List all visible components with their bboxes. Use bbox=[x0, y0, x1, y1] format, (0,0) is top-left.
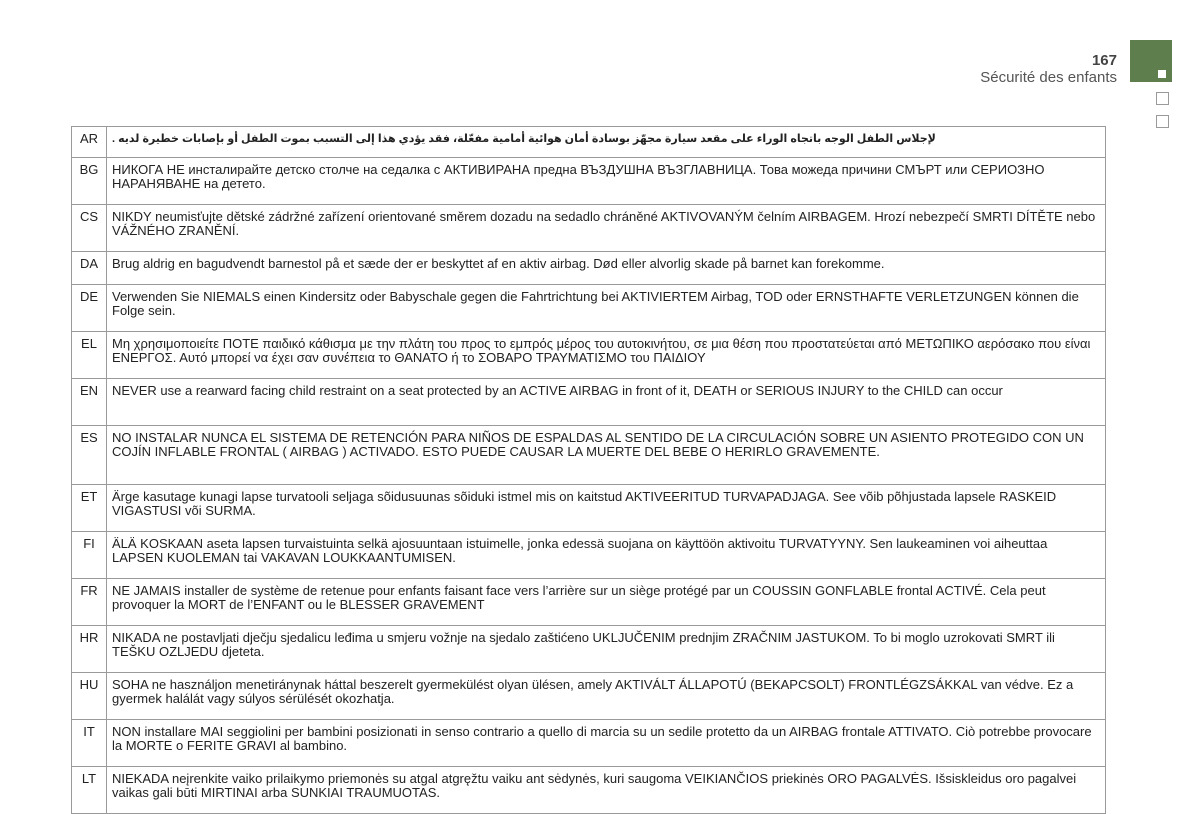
warning-text: NIKADA ne postavljati dječju sjedalicu leđima u smjeru vožnje na sjedalo zaštićeno UKLJUČENIM prednjim ZRAČNIM JASTUKOM. To bi moglo uzrokovati SMRT ili TEŠKU OZLJEDU djeteta. bbox=[107, 626, 1106, 673]
section-title: Sécurité des enfants bbox=[980, 69, 1117, 86]
language-code: FI bbox=[72, 532, 107, 579]
page-number: 167 bbox=[1091, 52, 1117, 69]
warning-text: Verwenden Sie NIEMALS einen Kindersitz oder Babyschale gegen die Fahrtrichtung bei AKTIVIERTEM Airbag, TOD oder ERNSTHAFTE VERLETZUNGEN können die Folge sein. bbox=[107, 285, 1106, 332]
language-code: EN bbox=[72, 379, 107, 426]
table-row bbox=[72, 673, 1106, 720]
table-row bbox=[72, 485, 1106, 532]
table-row bbox=[72, 205, 1106, 252]
warning-text: NIEKADA neįrenkite vaiko prilaikymo priemonės su atgal atgręžtu vaiku ant sėdynės, kuri saugoma VEIKIANČIOS priekinės ORO PAGALVĖS. Išsiskleidus oro pagalvei vaikas gali būti MIRTINAI arba SUNKIAI TRAUMUOTAS. bbox=[107, 767, 1106, 814]
section-tab-box bbox=[1156, 115, 1169, 128]
table-row bbox=[72, 767, 1106, 814]
warning-text: NIKDY neumisťujte dětské zádržné zařízení orientované směrem dozadu na sedadlo chráněné AKTIVOVANÝM čelním AIRBAGEM. Hrozí nebezpečí SMRTI DÍTĚTE nebo VÁŽNÉHO ZRANĚNÍ. bbox=[107, 205, 1106, 252]
language-code: HR bbox=[72, 626, 107, 673]
warning-text: لإجلاس الطفل الوجه باتجاه الوراء على مقعد سيارة مجهّز بوسادة أمان هوائية أمامية مفعّلة، فقد يؤدي هذا إلى التسبب بموت الطفل أو بإصابات خطيرة لديه . bbox=[107, 127, 1106, 158]
language-code: ES bbox=[72, 426, 107, 485]
warning-text: NE JAMAIS installer de système de retenue pour enfants faisant face vers l’arrière sur un siège protégé par un COUSSIN GONFLABLE frontal ACTIVÉ. Cela peut provoquer la MORT de l’ENFANT ou le BLESSER GRAVEMENT bbox=[107, 579, 1106, 626]
table-row bbox=[72, 127, 1106, 158]
warning-text: NO INSTALAR NUNCA EL SISTEMA DE RETENCIÓN PARA NIÑOS DE ESPALDAS AL SENTIDO DE LA CIRCULACIÓN SOBRE UN ASIENTO PROTEGIDO CON UN COJÍN INFLABLE FRONTAL ( AIRBAG ) ACTIVADO. ESTO PUEDE CAUSAR LA MUERTE DEL BEBE O HERIRLO GRAVEMENTE. bbox=[107, 426, 1106, 485]
table-row bbox=[72, 720, 1106, 767]
section-tab-marker bbox=[1130, 40, 1172, 82]
warning-text: Brug aldrig en bagudvendt barnestol på et sæde der er beskyttet af en aktiv airbag. Død eller alvorlig skade på barnet kan forekomme. bbox=[107, 252, 1106, 285]
language-code: BG bbox=[72, 158, 107, 205]
section-tab-box bbox=[1156, 92, 1169, 105]
language-code: EL bbox=[72, 332, 107, 379]
language-code: DA bbox=[72, 252, 107, 285]
warning-text: NEVER use a rearward facing child restraint on a seat protected by an ACTIVE AIRBAG in front of it, DEATH or SERIOUS INJURY to the CHILD can occur bbox=[107, 379, 1106, 426]
language-code: CS bbox=[72, 205, 107, 252]
table-row bbox=[72, 285, 1106, 332]
table-row bbox=[72, 252, 1106, 285]
language-code: HU bbox=[72, 673, 107, 720]
language-code: IT bbox=[72, 720, 107, 767]
language-code: FR bbox=[72, 579, 107, 626]
warning-text: ÄLÄ KOSKAAN aseta lapsen turvaistuinta selkä ajosuuntaan istuimelle, jonka edessä suojana on käyttöön aktivoitu TURVATYYNY. Sen laukeaminen voi aiheuttaa LAPSEN KUOLEMAN tai VAKAVAN LOUKKAANTUMISEN. bbox=[107, 532, 1106, 579]
language-code: ET bbox=[72, 485, 107, 532]
airbag-warning-table bbox=[71, 126, 1106, 814]
table-row bbox=[72, 626, 1106, 673]
warning-text: Ärge kasutage kunagi lapse turvatooli seljaga sõidusuunas sõiduki istmel mis on kaitstud AKTIVEERITUD TURVAPADJAGA. See võib põhjustada lapsele RASKEID VIGASTUSI või SURMA. bbox=[107, 485, 1106, 532]
table-row bbox=[72, 158, 1106, 205]
table-row bbox=[72, 426, 1106, 485]
table-row bbox=[72, 332, 1106, 379]
language-code: LT bbox=[72, 767, 107, 814]
warning-text: НИКОГА НЕ инсталирайте детско столче на седалка с АКТИВИРАНА предна ВЪЗДУШНА ВЪЗГЛАВНИЦА. Това можеда причини СМЪРТ или СЕРИОЗНО НАРАНЯВАНЕ на детето. bbox=[107, 158, 1106, 205]
active-section-indicator bbox=[1158, 70, 1166, 78]
language-code: AR bbox=[72, 127, 107, 158]
table-row bbox=[72, 532, 1106, 579]
table-row bbox=[72, 579, 1106, 626]
warning-text: SOHA ne használjon menetiránynak háttal beszerelt gyermekülést olyan ülésen, amely AKTIVÁLT ÁLLAPOTÚ (BEKAPCSOLT) FRONTLÉGZSÁKKAL van védve. Ez a gyermek halálát vagy súlyos sérülését okozhatja. bbox=[107, 673, 1106, 720]
warning-text: Μη χρησιμοποιείτε ΠΟΤΕ παιδικό κάθισμα με την πλάτη του προς το εμπρός μέρος του αυτοκινήτου, σε μια θέση που προστατεύεται από ΜΕΤΩΠΙΚΟ αερόσακο που είναι ΕΝΕΡΓΟΣ. Αυτό μπορεί να έχει σαν συνέπεια το ΘΑΝΑΤΟ ή το ΣΟΒΑΡΟ ΤΡΑΥΜΑΤΙΣΜΟ του ΠΑΙΔΙΟΥ bbox=[107, 332, 1106, 379]
language-code: DE bbox=[72, 285, 107, 332]
warning-text: NON installare MAI seggiolini per bambini posizionati in senso contrario a quello di marcia su un sedile protetto da un AIRBAG frontale ATTIVATO. Ciò potrebbe provocare la MORTE o FERITE GRAVI al bambino. bbox=[107, 720, 1106, 767]
table-row bbox=[72, 379, 1106, 426]
